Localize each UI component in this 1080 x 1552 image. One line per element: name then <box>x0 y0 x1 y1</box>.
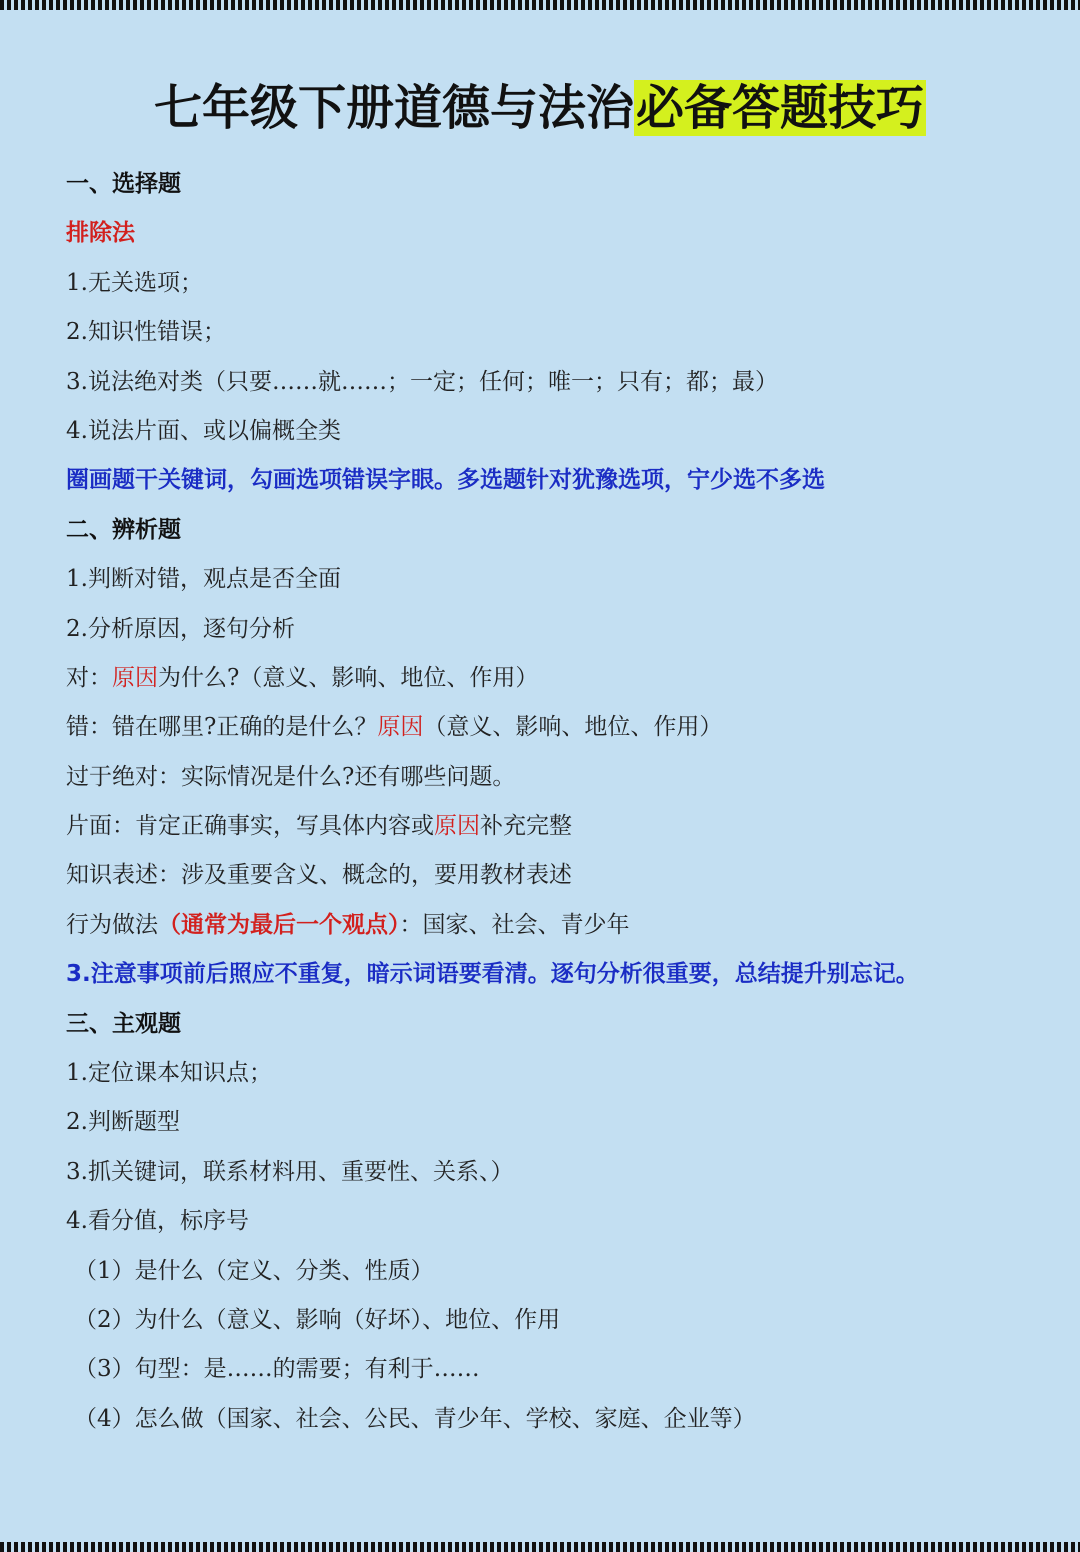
absolute-line: 过于绝对：实际情况是什么?还有哪些问题。 <box>66 763 516 790</box>
knowledge-line: 知识表述：涉及重要含义、概念的，要用教材表述 <box>66 862 572 889</box>
text: ：国家、社会、青少年 <box>399 911 630 938</box>
correct-line <box>66 654 1046 703</box>
list-item: 2.判断题型 <box>66 1109 180 1136</box>
list-item: 2.知识性错误； <box>66 319 226 346</box>
reason-label: 原因 <box>434 813 480 840</box>
text: 为什么?（意义、影响、地位、作用） <box>158 664 539 691</box>
section-heading-subjective: 三、主观题 <box>66 1010 181 1037</box>
text: 错：错在哪里?正确的是什么？ <box>66 714 378 741</box>
reason-label: 原因 <box>112 664 158 691</box>
behavior-line <box>66 901 1046 950</box>
section-heading-choice: 一、选择题 <box>66 171 181 197</box>
analysis-tip: 3.注意事项前后照应不重复，暗示词语要看清。逐句分析很重要，总结提升别忘记。 <box>66 961 919 988</box>
list-item: 1.定位课本知识点； <box>66 1060 272 1087</box>
partial-line <box>66 802 1046 851</box>
text: （意义、影响、地位、作用） <box>423 714 723 741</box>
page-title <box>0 78 1080 138</box>
title-main: 七年级下册道德与法治 <box>153 80 634 136</box>
top-border <box>0 0 1080 10</box>
method-label: 排除法 <box>66 220 135 247</box>
sub-item: （2）为什么（意义、影响（好坏）、地位、作用 <box>74 1306 561 1333</box>
choice-tip: 圈画题干关键词，勾画选项错误字眼。多选题针对犹豫选项，宁少选不多选 <box>66 467 825 494</box>
list-item: 4.说法片面、或以偏概全类 <box>66 417 341 444</box>
content <box>66 160 1046 1444</box>
title-highlight: 必备答题技巧 <box>636 80 925 136</box>
list-item: 2.分析原因，逐句分析 <box>66 615 295 642</box>
sub-item: （1）是什么（定义、分类、性质） <box>74 1257 434 1284</box>
text: 补充完整 <box>480 813 572 840</box>
list-item: 3.抓关键词，联系材料用、重要性、关系、） <box>66 1158 514 1185</box>
list-item: 1.判断对错，观点是否全面 <box>66 566 341 593</box>
section-heading-analysis: 二、辨析题 <box>66 516 181 543</box>
behavior-note: （通常为最后一个观点） <box>158 911 400 938</box>
wrong-line <box>66 703 1046 752</box>
sub-item: （3）句型：是……的需要；有利于…… <box>74 1356 480 1383</box>
list-item: 3.说法绝对类（只要……就……；一定；任何；唯一；只有；都；最） <box>66 368 778 395</box>
text: 片面：肯定正确事实，写具体内容或 <box>66 813 434 840</box>
text: 行为做法 <box>66 911 158 938</box>
bottom-border <box>0 1542 1080 1552</box>
text: 对： <box>66 664 112 691</box>
reason-label: 原因 <box>377 714 424 741</box>
list-item: 1.无关选项； <box>66 269 203 296</box>
sub-item: （4）怎么做（国家、社会、公民、青少年、学校、家庭、企业等） <box>74 1405 756 1432</box>
list-item: 4.看分值，标序号 <box>66 1208 249 1235</box>
